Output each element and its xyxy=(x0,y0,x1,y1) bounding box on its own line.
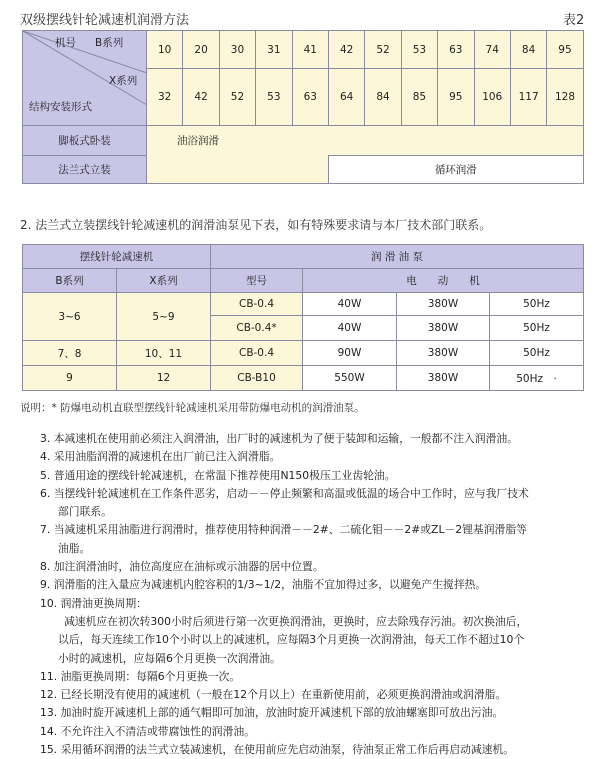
instruction-item: 12. 已经长期没有使用的减速机（一般在12个月以上）在重新使用前，必须更换润滑油或润滑脂。 xyxy=(40,688,507,702)
page-title: 双级摆线针轮减速机润滑方法 xyxy=(20,13,190,28)
b-value-cell: 31 xyxy=(256,31,292,69)
instruction-item: 7. 当减速机采用油脂进行润滑时，推荐使用特种润滑－－2#、二硫化钼－－2#或ZL－2锂基润滑脂等 xyxy=(40,523,527,537)
oil-bath-lubrication-cell: 油浴润滑 xyxy=(147,126,584,156)
instruction-item: 3. 本减速机在使用前必须注入润滑油，出厂时的减速机为了便于装卸和运输，一般都不注入润滑油。 xyxy=(40,432,518,445)
instruction-item: 11. 油脂更换周期：每隔6个月更换一次。 xyxy=(40,669,241,683)
instruction-item: 9. 润滑脂的注入量应为减速机内腔容积的1/3~1/2，油脂不宜加得过多，以避免产生搅拌热。 xyxy=(40,578,487,592)
power-cell: 40W xyxy=(303,316,397,341)
instruction-item: 8. 加注润滑油时，油位高度应在油标或示油器的居中位置。 xyxy=(40,560,324,574)
b-value-cell: 41 xyxy=(292,31,328,69)
b-series-cell: 9 xyxy=(23,366,117,391)
x-series-label: X系列 xyxy=(109,75,138,87)
oil-change-detail: 以后，每天连续工作10个小时以上的减速机，应每隔3个月更换一次润滑油，每天工作不超过10个 xyxy=(58,633,525,647)
oil-pump-table xyxy=(22,244,584,391)
x-value-cell: 53 xyxy=(256,69,292,126)
b-series-cell: 3~6 xyxy=(23,293,117,341)
x-series-header: X系列 xyxy=(117,269,211,293)
instruction-item-continued: 部门联系。 xyxy=(58,505,112,519)
corner-header-cell xyxy=(23,31,147,126)
b-value-cell: 63 xyxy=(438,31,474,69)
b-value-cell: 84 xyxy=(510,31,546,69)
instruction-item: 10. 润滑油更换周期： xyxy=(40,596,147,610)
section-2-heading: 2. 法兰式立装摆线针轮减速机的润滑油泵见下表，如有特殊要求请与本厂技术部门联系。 xyxy=(20,218,492,232)
x-value-cell: 64 xyxy=(328,69,364,126)
oil-bath-continued-cell xyxy=(147,156,329,184)
model-header: 型号 xyxy=(211,269,303,293)
x-series-cell: 12 xyxy=(117,366,211,391)
instruction-item: 6. 当摆线针轮减速机在工作条件恶劣，启动－－停止频繁和高温或低温的场合中工作时，应与我厂技术 xyxy=(40,486,529,500)
instruction-item-continued: 油脂。 xyxy=(58,541,91,555)
instruction-item: 5. 普通用途的摆线针轮减速机，在常温下推荐使用N150极压工业齿轮油。 xyxy=(40,468,396,482)
model-cell: CB-B10 xyxy=(211,366,303,391)
x-series-cell: 10、11 xyxy=(117,341,211,366)
note-text: * 防爆电动机直联型摆线针轮减速机采用带防爆电动机的润滑油泵。 xyxy=(51,402,365,414)
lubrication-method-table xyxy=(22,30,584,184)
voltage-cell: 380W xyxy=(397,341,490,366)
frequency-cell: 50Hz xyxy=(490,293,584,316)
instruction-item: 15. 采用循环润滑的法兰式立装减速机，在使用前应先启动油泵，待油泵正常工作后再启动减速机。 xyxy=(40,743,515,757)
note-label: 说明： xyxy=(20,402,52,414)
x-value-cell: 42 xyxy=(183,69,219,126)
model-cell: CB-0.4 xyxy=(211,341,303,366)
power-cell: 550W xyxy=(303,366,397,391)
b-value-cell: 42 xyxy=(328,31,364,69)
x-value-cell: 32 xyxy=(147,69,183,126)
instructions-list xyxy=(40,430,588,759)
b-series-header: B系列 xyxy=(23,269,117,293)
b-value-cell: 53 xyxy=(401,31,437,69)
machine-number-label: 机号 xyxy=(55,37,76,49)
foot-mount-label: 脚板式卧装 xyxy=(23,126,147,156)
x-value-cell: 106 xyxy=(474,69,510,126)
power-cell: 90W xyxy=(303,341,397,366)
reducer-header: 摆线针轮减速机 xyxy=(23,245,211,269)
power-cell: 40W xyxy=(303,293,397,316)
x-value-cell: 117 xyxy=(510,69,546,126)
b-value-cell: 74 xyxy=(474,31,510,69)
voltage-cell: 380W xyxy=(397,316,490,341)
b-value-cell: 10 xyxy=(147,31,183,69)
table-number-label: 表2 xyxy=(563,13,585,28)
x-value-cell: 84 xyxy=(365,69,401,126)
structure-install-label: 结构安装形式 xyxy=(29,101,92,113)
frequency-cell: 50Hz xyxy=(490,341,584,366)
instruction-item: 4. 采用油脂润滑的减速机在出厂前已注入润滑脂。 xyxy=(40,450,281,464)
instruction-item: 13. 加油时旋开减速机上部的通气帽即可加油，放油时旋开减速机下部的放油螺塞即可放出污油。 xyxy=(40,706,504,720)
x-value-cell: 95 xyxy=(438,69,474,126)
flange-mount-label: 法兰式立装 xyxy=(23,156,147,184)
x-series-cell: 5~9 xyxy=(117,293,211,341)
oil-change-detail: 减速机应在初次转300小时后须进行第一次更换润滑油，更换时，应去除残存污油。初次换油后， xyxy=(64,614,528,628)
voltage-cell: 380W xyxy=(397,366,490,391)
voltage-cell: 380W xyxy=(397,293,490,316)
frequency-cell: 50Hz xyxy=(490,316,584,341)
x-value-cell: 85 xyxy=(401,69,437,126)
oil-pump-header: 润 滑 油 泵 xyxy=(211,245,584,269)
model-cell: CB-0.4* xyxy=(211,316,303,341)
b-value-cell: 30 xyxy=(219,31,255,69)
circulation-lubrication-cell: 循环润滑 xyxy=(328,156,583,184)
b-series-label: B系列 xyxy=(95,37,124,49)
x-value-cell: 52 xyxy=(219,69,255,126)
oil-change-detail: 小时的减速机，应每隔6个月更换一次润滑油。 xyxy=(58,651,281,665)
table-note xyxy=(20,400,365,415)
motor-header: 电 动 机 xyxy=(303,269,584,293)
b-series-cell: 7、8 xyxy=(23,341,117,366)
x-value-cell: 63 xyxy=(292,69,328,126)
x-value-cell: 128 xyxy=(547,69,583,126)
b-value-cell: 95 xyxy=(547,31,583,69)
b-value-cell: 20 xyxy=(183,31,219,69)
model-cell: CB-0.4 xyxy=(211,293,303,316)
frequency-cell: 50Hz · xyxy=(490,366,584,391)
b-value-cell: 52 xyxy=(365,31,401,69)
instruction-item: 14. 不允许注入不清洁或带腐蚀性的润滑油。 xyxy=(40,724,255,738)
